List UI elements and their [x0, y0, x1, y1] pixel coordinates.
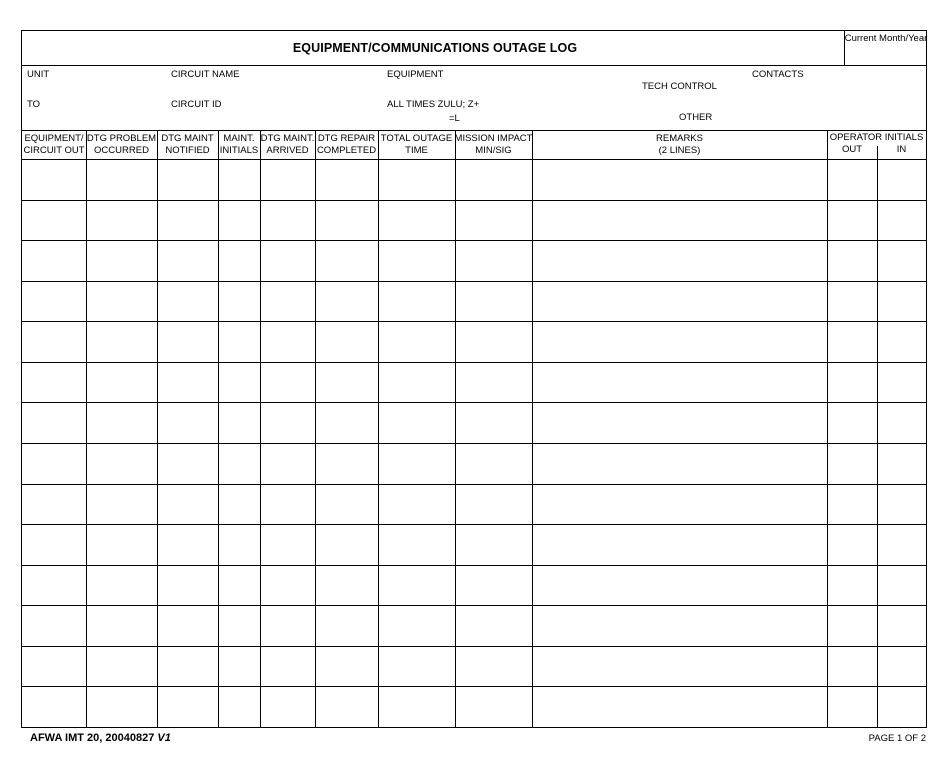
log-cell-maint-initials[interactable]: [218, 565, 260, 606]
log-cell-maint-initials[interactable]: [218, 443, 260, 484]
log-cell-equipment[interactable]: [22, 646, 86, 687]
circuit-name-label: CIRCUIT NAME: [171, 69, 240, 80]
log-cell-maint-initials[interactable]: [218, 159, 260, 200]
month-year-field[interactable]: [844, 33, 928, 44]
log-cell-dtg-arrived[interactable]: [260, 281, 315, 322]
log-cell-op-in[interactable]: [877, 159, 926, 200]
log-cell-remarks[interactable]: [532, 159, 827, 200]
log-cell-dtg-completed[interactable]: [315, 565, 378, 606]
log-cell-mission-impact[interactable]: [455, 565, 532, 606]
log-cell-dtg-completed[interactable]: [315, 524, 378, 565]
log-cell-total-outage[interactable]: [378, 646, 455, 687]
log-cell-remarks[interactable]: [532, 524, 827, 565]
log-cell-op-out[interactable]: [827, 565, 877, 606]
log-cell-op-in[interactable]: [877, 240, 926, 281]
log-cell-dtg-problem[interactable]: [86, 402, 157, 443]
col-equipment-line1: EQUIPMENT/: [24, 133, 84, 144]
log-cell-dtg-arrived[interactable]: [260, 686, 315, 727]
log-cell-mission-impact[interactable]: [455, 402, 532, 443]
log-cell-dtg-completed[interactable]: [315, 484, 378, 525]
title-divider: [22, 65, 926, 66]
log-cell-op-in[interactable]: [877, 443, 926, 484]
log-cell-equipment[interactable]: [22, 321, 86, 362]
col-remarks-line1: REMARKS: [656, 133, 703, 144]
month-year-label: Current Month/Year: [844, 33, 928, 44]
log-cell-equipment[interactable]: [22, 605, 86, 646]
log-cell-equipment[interactable]: [22, 484, 86, 525]
log-cell-total-outage[interactable]: [378, 159, 455, 200]
log-cell-mission-impact[interactable]: [455, 443, 532, 484]
log-cell-remarks[interactable]: [532, 605, 827, 646]
log-cell-op-in[interactable]: [877, 686, 926, 727]
log-cell-dtg-completed[interactable]: [315, 443, 378, 484]
log-cell-dtg-completed[interactable]: [315, 240, 378, 281]
log-cell-dtg-problem[interactable]: [86, 200, 157, 241]
log-cell-equipment[interactable]: [22, 443, 86, 484]
table-row: [22, 281, 926, 322]
log-cell-dtg-problem[interactable]: [86, 605, 157, 646]
log-cell-dtg-arrived[interactable]: [260, 200, 315, 241]
log-cell-dtg-arrived[interactable]: [260, 443, 315, 484]
log-cell-remarks[interactable]: [532, 443, 827, 484]
log-cell-dtg-notified[interactable]: [157, 443, 218, 484]
col-dtg-notified-line1: DTG MAINT: [161, 133, 214, 144]
col-mission-impact-line2: MIN/SIG: [475, 145, 512, 156]
log-cell-equipment[interactable]: [22, 524, 86, 565]
log-cell-maint-initials[interactable]: [218, 240, 260, 281]
form-version: V1: [157, 732, 171, 744]
table-row: [22, 484, 926, 525]
other-label: OTHER: [679, 112, 713, 123]
col-maint-initials: [218, 131, 260, 159]
table-row: [22, 443, 926, 484]
log-cell-dtg-problem[interactable]: [86, 484, 157, 525]
log-cell-mission-impact[interactable]: [455, 362, 532, 403]
table-row: [22, 524, 926, 565]
col-dtg-repair-line2: COMPLETED: [316, 145, 377, 156]
log-cell-dtg-completed[interactable]: [315, 200, 378, 241]
log-cell-op-out[interactable]: [827, 240, 877, 281]
col-maint-initials-line2: INITIALS: [219, 145, 259, 156]
log-cell-total-outage[interactable]: [378, 402, 455, 443]
log-cell-mission-impact[interactable]: [455, 321, 532, 362]
log-cell-dtg-completed[interactable]: [315, 646, 378, 687]
tech-control-label: TECH CONTROL: [642, 81, 717, 92]
log-cell-remarks[interactable]: [532, 686, 827, 727]
table-row: [22, 605, 926, 646]
log-cell-remarks[interactable]: [532, 565, 827, 606]
all-times-label: ALL TIMES ZULU; Z+: [387, 99, 480, 110]
log-cell-equipment[interactable]: [22, 200, 86, 241]
log-cell-total-outage[interactable]: [378, 605, 455, 646]
col-mission-impact: [455, 131, 532, 159]
log-cell-equipment[interactable]: [22, 240, 86, 281]
log-cell-dtg-problem[interactable]: [86, 646, 157, 687]
log-cell-dtg-arrived[interactable]: [260, 402, 315, 443]
log-cell-maint-initials[interactable]: [218, 605, 260, 646]
log-cell-dtg-notified[interactable]: [157, 484, 218, 525]
log-cell-dtg-problem[interactable]: [86, 240, 157, 281]
operator-out-label: OUT: [841, 144, 863, 155]
log-cell-dtg-completed[interactable]: [315, 281, 378, 322]
log-cell-equipment[interactable]: [22, 281, 86, 322]
log-cell-remarks[interactable]: [532, 200, 827, 241]
log-cell-op-out[interactable]: [827, 484, 877, 525]
col-dtg-arrived-line1: DTG MAINT.: [260, 133, 315, 144]
log-cell-maint-initials[interactable]: [218, 402, 260, 443]
col-dtg-repair-line1: DTG REPAIR: [317, 133, 376, 144]
to-label: TO: [27, 99, 41, 110]
table-row: [22, 565, 926, 606]
log-cell-dtg-completed[interactable]: [315, 362, 378, 403]
log-cell-dtg-arrived[interactable]: [260, 321, 315, 362]
log-cell-total-outage[interactable]: [378, 321, 455, 362]
log-cell-op-out[interactable]: [827, 362, 877, 403]
log-cell-remarks[interactable]: [532, 281, 827, 322]
log-cell-dtg-problem[interactable]: [86, 565, 157, 606]
log-cell-maint-initials[interactable]: [218, 524, 260, 565]
operator-in-label: IN: [896, 144, 907, 155]
log-cell-remarks[interactable]: [532, 240, 827, 281]
log-cell-op-in[interactable]: [877, 524, 926, 565]
unit-label: UNIT: [27, 69, 50, 80]
col-remarks: [532, 131, 827, 159]
log-cell-dtg-arrived[interactable]: [260, 159, 315, 200]
log-cell-equipment[interactable]: [22, 159, 86, 200]
col-dtg-problem-line2: OCCURRED: [94, 145, 149, 156]
log-cell-remarks[interactable]: [532, 484, 827, 525]
log-cell-dtg-arrived[interactable]: [260, 646, 315, 687]
log-cell-dtg-problem[interactable]: [86, 686, 157, 727]
log-cell-remarks[interactable]: [532, 321, 827, 362]
col-mission-impact-line1: MISSION IMPACT: [454, 133, 533, 144]
log-cell-maint-initials[interactable]: [218, 281, 260, 322]
log-cell-op-out[interactable]: [827, 443, 877, 484]
col-equipment-circuit-out: [22, 131, 86, 159]
log-cell-dtg-notified[interactable]: [157, 402, 218, 443]
log-cell-dtg-notified[interactable]: [157, 686, 218, 727]
log-cell-dtg-completed[interactable]: [315, 159, 378, 200]
log-cell-maint-initials[interactable]: [218, 321, 260, 362]
log-cell-dtg-problem[interactable]: [86, 281, 157, 322]
circuit-id-label: CIRCUIT ID: [171, 99, 222, 110]
equipment-label: EQUIPMENT: [387, 69, 444, 80]
col-dtg-maint-arrived: [260, 131, 315, 159]
col-total-outage-time: [378, 131, 455, 159]
log-cell-op-in[interactable]: [877, 565, 926, 606]
operator-initials-label: OPERATOR INITIALS: [829, 132, 924, 143]
log-cell-dtg-arrived[interactable]: [260, 565, 315, 606]
table-row: [22, 200, 926, 241]
log-cell-dtg-notified[interactable]: [157, 159, 218, 200]
form-number: [30, 732, 171, 744]
log-cell-op-out[interactable]: [827, 200, 877, 241]
log-cell-total-outage[interactable]: [378, 565, 455, 606]
log-cell-op-out[interactable]: [827, 646, 877, 687]
log-cell-op-out[interactable]: [827, 605, 877, 646]
log-cell-total-outage[interactable]: [378, 484, 455, 525]
log-cell-dtg-problem[interactable]: [86, 159, 157, 200]
log-cell-equipment[interactable]: [22, 565, 86, 606]
log-cell-dtg-notified[interactable]: [157, 565, 218, 606]
log-cell-dtg-notified[interactable]: [157, 281, 218, 322]
log-cell-dtg-arrived[interactable]: [260, 362, 315, 403]
col-maint-initials-line1: MAINT.: [223, 133, 255, 144]
log-cell-op-in[interactable]: [877, 321, 926, 362]
log-cell-remarks[interactable]: [532, 646, 827, 687]
log-cell-dtg-notified[interactable]: [157, 646, 218, 687]
log-cell-dtg-notified[interactable]: [157, 321, 218, 362]
log-cell-op-out[interactable]: [827, 159, 877, 200]
log-cell-equipment[interactable]: [22, 686, 86, 727]
table-row: [22, 321, 926, 362]
log-cell-maint-initials[interactable]: [218, 362, 260, 403]
equals-l-label: =L: [449, 113, 460, 124]
log-cell-mission-impact[interactable]: [455, 159, 532, 200]
log-cell-op-out[interactable]: [827, 281, 877, 322]
log-cell-total-outage[interactable]: [378, 686, 455, 727]
log-cell-total-outage[interactable]: [378, 362, 455, 403]
log-cell-dtg-completed[interactable]: [315, 686, 378, 727]
log-cell-op-in[interactable]: [877, 646, 926, 687]
log-cell-mission-impact[interactable]: [455, 200, 532, 241]
form-number-text: AFWA IMT 20, 20040827: [30, 732, 155, 744]
log-cell-dtg-arrived[interactable]: [260, 524, 315, 565]
col-dtg-problem-occurred: [86, 131, 157, 159]
log-cell-op-out[interactable]: [827, 686, 877, 727]
outage-log-form: [21, 30, 927, 728]
log-cell-op-out[interactable]: [827, 524, 877, 565]
log-cell-dtg-completed[interactable]: [315, 402, 378, 443]
log-cell-equipment[interactable]: [22, 402, 86, 443]
table-row: [22, 159, 926, 200]
log-cell-total-outage[interactable]: [378, 240, 455, 281]
log-cell-maint-initials[interactable]: [218, 686, 260, 727]
log-cell-mission-impact[interactable]: [455, 281, 532, 322]
log-cell-dtg-arrived[interactable]: [260, 240, 315, 281]
log-cell-op-in[interactable]: [877, 402, 926, 443]
log-cell-total-outage[interactable]: [378, 200, 455, 241]
col-dtg-maint-notified: [157, 131, 218, 159]
table-row: [22, 686, 926, 727]
table-row: [22, 402, 926, 443]
log-cell-dtg-arrived[interactable]: [260, 605, 315, 646]
log-cell-dtg-notified[interactable]: [157, 240, 218, 281]
log-cell-op-in[interactable]: [877, 605, 926, 646]
col-total-outage-line2: TIME: [405, 145, 428, 156]
log-cell-op-out[interactable]: [827, 402, 877, 443]
log-cell-mission-impact[interactable]: [455, 686, 532, 727]
log-cell-mission-impact[interactable]: [455, 240, 532, 281]
log-cell-dtg-notified[interactable]: [157, 200, 218, 241]
form-title: EQUIPMENT/COMMUNICATIONS OUTAGE LOG: [292, 41, 578, 55]
log-cell-maint-initials[interactable]: [218, 200, 260, 241]
log-cell-dtg-problem[interactable]: [86, 321, 157, 362]
log-cell-dtg-completed[interactable]: [315, 321, 378, 362]
log-cell-dtg-problem[interactable]: [86, 362, 157, 403]
log-cell-dtg-problem[interactable]: [86, 443, 157, 484]
table-row: [22, 362, 926, 403]
log-cell-mission-impact[interactable]: [455, 605, 532, 646]
col-total-outage-line1: TOTAL OUTAGE: [380, 133, 453, 144]
log-cell-maint-initials[interactable]: [218, 484, 260, 525]
log-cell-total-outage[interactable]: [378, 524, 455, 565]
log-cell-remarks[interactable]: [532, 402, 827, 443]
log-cell-dtg-arrived[interactable]: [260, 484, 315, 525]
log-cell-dtg-notified[interactable]: [157, 362, 218, 403]
contacts-label: CONTACTS: [752, 69, 804, 80]
log-cell-op-in[interactable]: [877, 362, 926, 403]
log-cell-mission-impact[interactable]: [455, 646, 532, 687]
page-number: PAGE 1 OF 2: [868, 733, 926, 744]
log-cell-op-in[interactable]: [877, 200, 926, 241]
col-remarks-line2: (2 LINES): [658, 145, 701, 156]
col-dtg-problem-line1: DTG PROBLEM: [86, 133, 157, 144]
log-cell-mission-impact[interactable]: [455, 524, 532, 565]
log-cell-total-outage[interactable]: [378, 281, 455, 322]
log-cell-remarks[interactable]: [532, 362, 827, 403]
col-dtg-notified-line2: NOTIFIED: [165, 145, 210, 156]
table-row: [22, 240, 926, 281]
log-cell-equipment[interactable]: [22, 362, 86, 403]
log-cell-dtg-completed[interactable]: [315, 605, 378, 646]
log-cell-op-in[interactable]: [877, 484, 926, 525]
col-dtg-arrived-line2: ARRIVED: [266, 145, 309, 156]
log-cell-maint-initials[interactable]: [218, 646, 260, 687]
table-row: [22, 646, 926, 687]
log-cell-mission-impact[interactable]: [455, 484, 532, 525]
col-equipment-line2: CIRCUIT OUT: [23, 145, 85, 156]
log-cell-dtg-notified[interactable]: [157, 524, 218, 565]
col-dtg-repair-completed: [315, 131, 378, 159]
log-cell-dtg-problem[interactable]: [86, 524, 157, 565]
log-cell-op-in[interactable]: [877, 281, 926, 322]
log-cell-dtg-notified[interactable]: [157, 605, 218, 646]
log-cell-total-outage[interactable]: [378, 443, 455, 484]
log-cell-op-out[interactable]: [827, 321, 877, 362]
